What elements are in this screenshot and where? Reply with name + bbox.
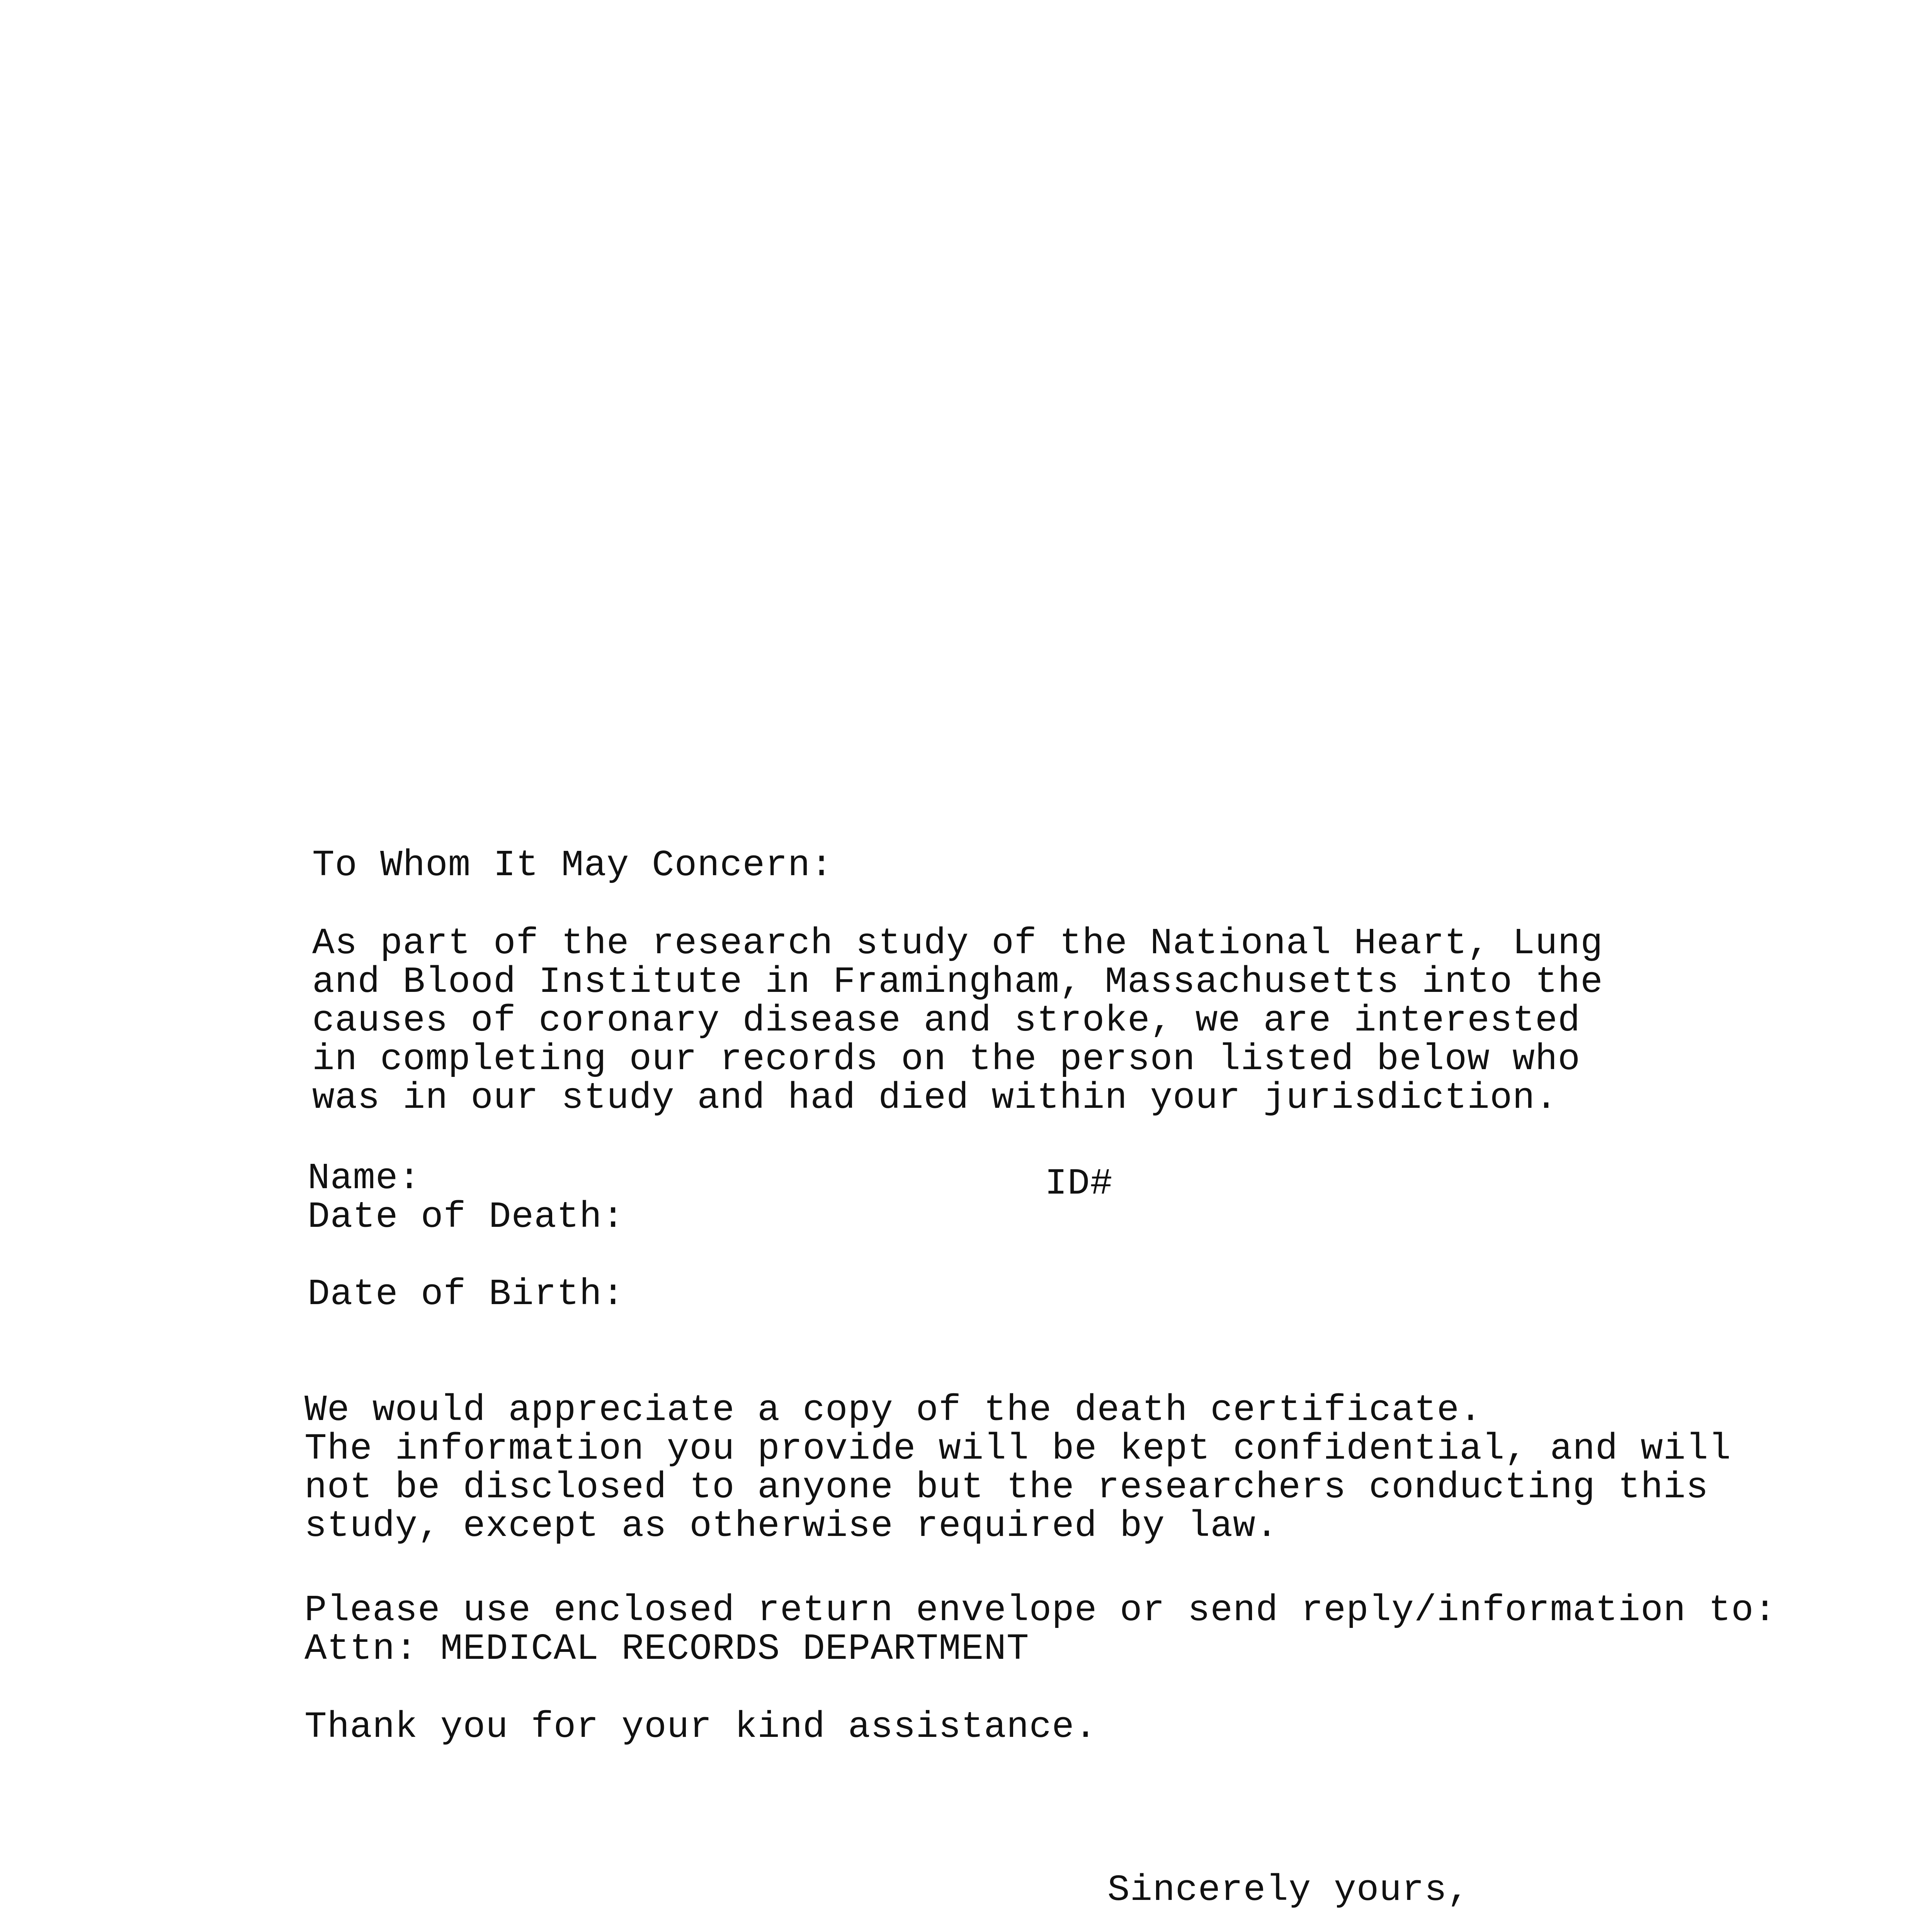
request-paragraph	[304, 1391, 1731, 1546]
date-of-death-label: Date of Death:	[308, 1196, 625, 1238]
thanks-line: Thank you for your kind assistance.	[304, 1706, 1097, 1748]
name-label: Name:	[308, 1157, 421, 1199]
reply-paragraph	[304, 1591, 1777, 1668]
intro-line: and Blood Institute in Framingham, Massachusetts into the	[312, 961, 1603, 1003]
request-line: study, except as otherwise required by law.	[304, 1505, 1279, 1547]
salutation: To Whom It May Concern:	[312, 844, 833, 886]
intro-line: causes of coronary disease and stroke, we are interested	[312, 1000, 1581, 1042]
request-line: We would appreciate a copy of the death certificate.	[304, 1389, 1482, 1431]
intro-line: As part of the research study of the National Heart, Lung	[312, 922, 1603, 964]
reply-line: Please use enclosed return envelope or send reply/information to:	[304, 1589, 1777, 1631]
date-of-birth-label: Date of Birth:	[308, 1273, 625, 1315]
reply-line: Attn: MEDICAL RECORDS DEPARTMENT	[304, 1628, 1029, 1670]
id-label: ID#	[1045, 1163, 1113, 1205]
intro-line: was in our study and had died within your jurisdiction.	[312, 1077, 1558, 1119]
intro-line: in completing our records on the person listed below who	[312, 1038, 1581, 1080]
request-line: not be disclosed to anyone but the researchers conducting this	[304, 1466, 1709, 1509]
intro-paragraph	[312, 924, 1603, 1117]
closing: Sincerely yours,	[1107, 1869, 1470, 1911]
request-line: The information you provide will be kept confidential, and will	[304, 1428, 1731, 1470]
